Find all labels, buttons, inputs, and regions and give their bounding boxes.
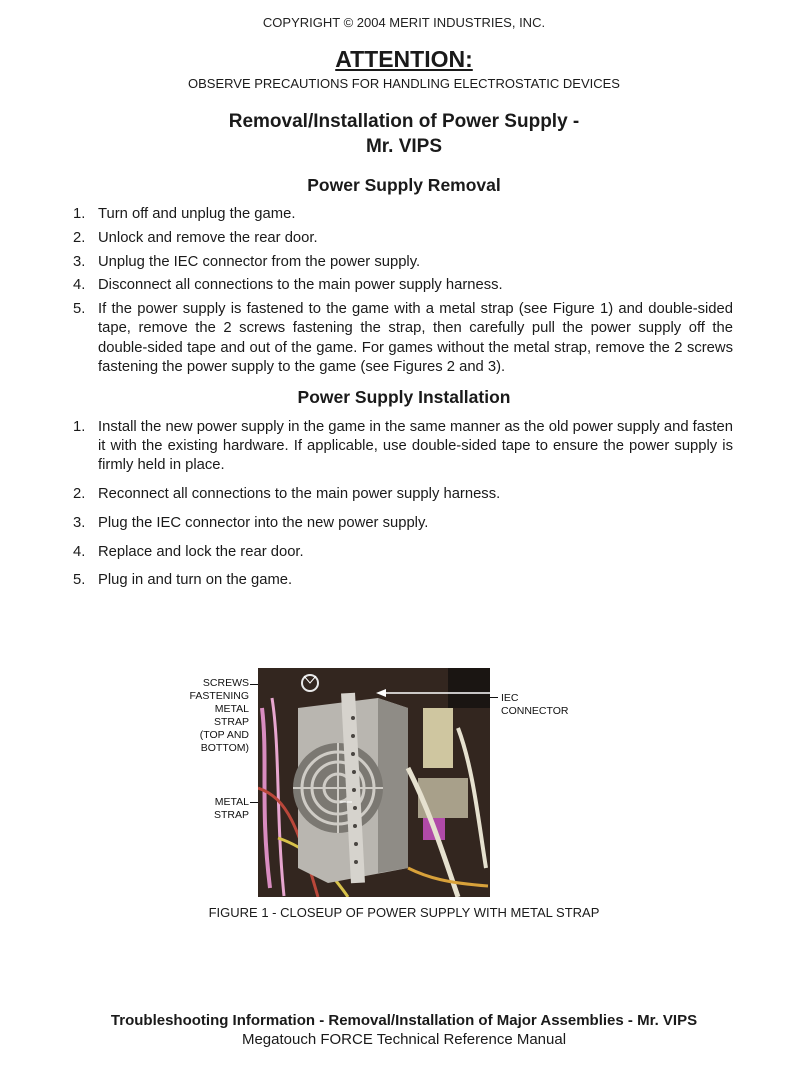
callout-line-text: STRAP — [213, 716, 249, 728]
attention-heading: ATTENTION: — [335, 46, 473, 72]
step-text: Turn off and unplug the game. — [98, 206, 296, 222]
step-number: 5. — [73, 301, 86, 318]
screws-callout-label — [170, 677, 249, 755]
step-text: Replace and lock the rear door. — [98, 543, 304, 560]
installation-steps-list — [73, 418, 733, 600]
callout-line-text: METAL — [214, 796, 249, 808]
step-text: Unplug the IEC connector from the power supply. — [98, 253, 421, 270]
copyright-notice: COPYRIGHT © 2004 MERIT INDUSTRIES, INC. — [262, 15, 546, 30]
footer-title: Troubleshooting Information - Removal/Installation of Major Assemblies - Mr. VIPS — [110, 1012, 698, 1029]
step-number: 4. — [73, 277, 86, 294]
callout-line-text: SCREWS — [202, 677, 249, 689]
footer-subtitle: Megatouch FORCE Technical Reference Manual — [241, 1031, 567, 1048]
list-item — [73, 571, 733, 590]
removal-steps-list — [73, 205, 733, 382]
step-text: Plug the IEC connector into the new power supply. — [98, 514, 429, 531]
power-supply-photo — [258, 668, 490, 897]
step-text: Disconnect all connections to the main power supply harness. — [98, 277, 503, 294]
list-item — [73, 276, 733, 295]
page-title-line-2: Mr. VIPS — [365, 136, 443, 157]
step-number: 5. — [73, 572, 86, 589]
step-text: If the power supply is fastened to the game with a metal strap (see Figure 1) and double-sided tape, remove the 2 screws fastening the strap, then carefully pull the power supply off the double-sided tape and out of the game. For games without the metal strap, remove the 2 screws fastening the power supply to the game (see Figures 2 and 3). — [98, 301, 733, 375]
list-item — [73, 229, 733, 248]
callout-line-text: IEC — [501, 692, 519, 704]
list-item — [73, 205, 733, 224]
step-text: Install the new power supply in the game in the same manner as the old power supply and fasten it with the existing hardware. If applicable, use double-sided tape to ensure the power supply is firmly held in place. — [98, 419, 733, 474]
iec-callout-leader — [490, 697, 498, 698]
callout-line-text: STRAP — [213, 809, 249, 821]
step-text: Plug in and turn on the game. — [98, 572, 293, 589]
iec-connector-callout-label — [501, 692, 591, 718]
page-title-line-1: Removal/Installation of Power Supply - — [228, 111, 580, 132]
callout-line-text: FASTENING — [189, 690, 249, 702]
esd-warning: OBSERVE PRECAUTIONS FOR HANDLING ELECTROSTATIC DEVICES — [188, 76, 620, 91]
callout-line-text: (TOP AND — [199, 729, 249, 741]
step-number: 3. — [73, 514, 86, 531]
callout-line-text: BOTTOM) — [200, 742, 249, 754]
list-item — [73, 543, 733, 562]
page-title — [0, 109, 808, 159]
callout-line-text: METAL — [214, 703, 249, 715]
step-text: Reconnect all connections to the main power supply harness. — [98, 486, 501, 503]
step-number: 3. — [73, 253, 86, 270]
step-number: 2. — [73, 486, 86, 503]
list-item — [73, 300, 733, 377]
step-number: 1. — [73, 206, 86, 222]
list-item — [73, 485, 733, 504]
figure-caption: FIGURE 1 - CLOSEUP OF POWER SUPPLY WITH METAL STRAP — [208, 905, 600, 920]
step-text: Unlock and remove the rear door. — [98, 229, 318, 246]
installation-section-heading: Power Supply Installation — [297, 387, 511, 407]
list-item — [73, 418, 733, 476]
step-number: 1. — [73, 419, 86, 435]
list-item — [73, 514, 733, 533]
metal-strap-callout-label — [170, 796, 249, 822]
step-number: 4. — [73, 543, 86, 560]
removal-section-heading: Power Supply Removal — [307, 175, 501, 195]
step-number: 2. — [73, 229, 86, 246]
callout-line-text: CONNECTOR — [501, 705, 569, 717]
list-item — [73, 253, 733, 272]
